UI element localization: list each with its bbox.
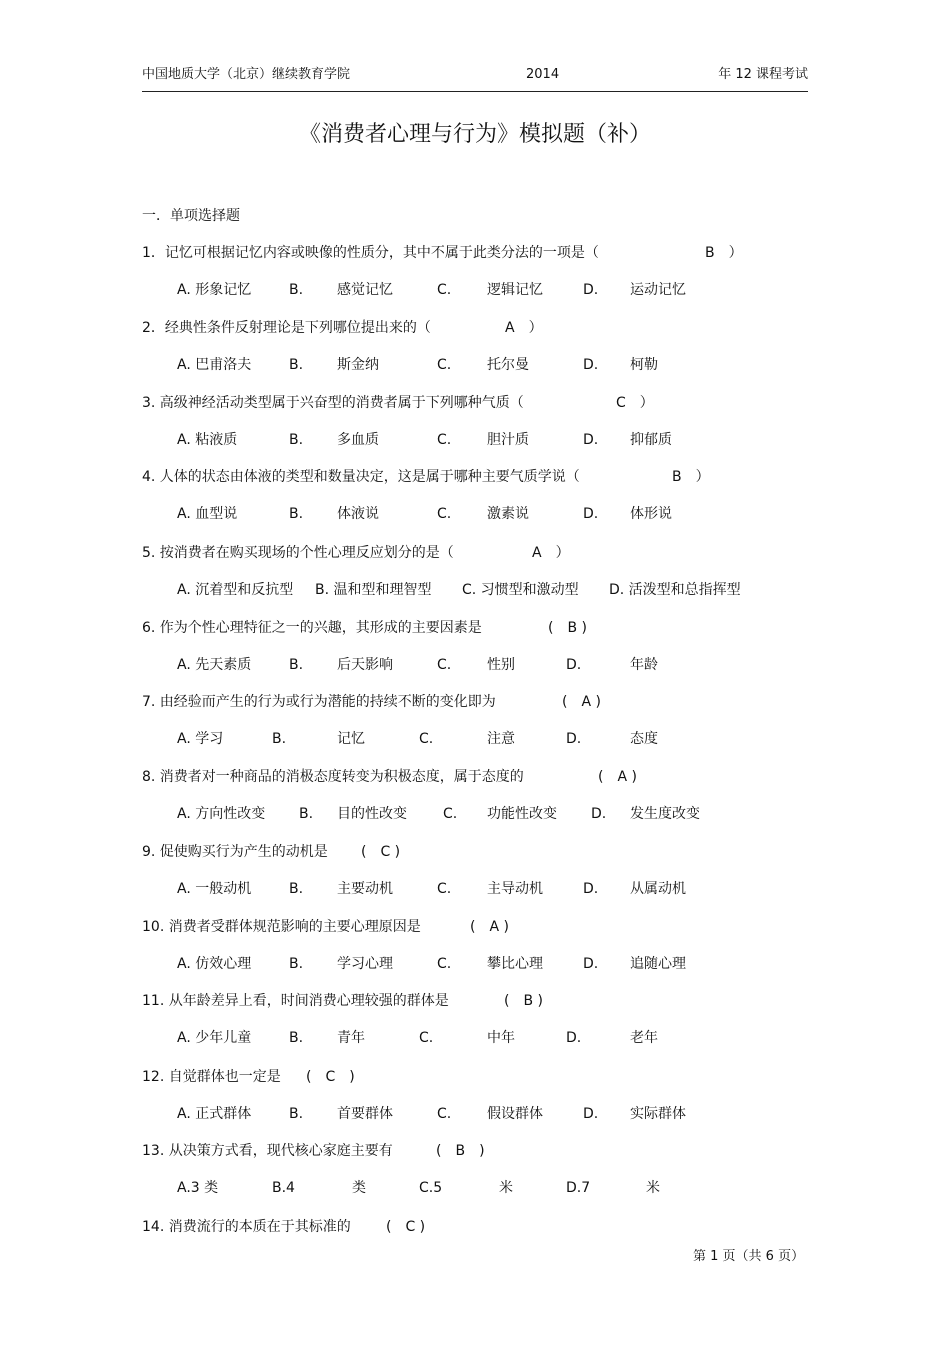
question-4 (142, 467, 710, 487)
question-options (0, 804, 950, 824)
option-item: D. (591, 806, 607, 822)
option-item: 老年 (630, 1030, 658, 1046)
question-text: 7. 由经验而产生的行为或行为潜能的持续不断的变化即为 (142, 694, 496, 710)
option-item: B. 温和型和理智型 (315, 582, 432, 598)
question-options (0, 1028, 950, 1048)
question-text: 2．经典性条件反射理论是下列哪位提出来的（ (142, 320, 431, 336)
option-item: A. 沉着型和反抗型 (177, 582, 294, 598)
option-item: 从属动机 (630, 881, 686, 897)
option-item: B.4 (272, 1180, 295, 1196)
option-item: D. 活泼型和总指挥型 (609, 582, 741, 598)
option-item: D. (583, 357, 599, 373)
header-rule (142, 91, 808, 92)
question-options (0, 1104, 950, 1124)
question-options (0, 729, 950, 749)
question-options (0, 504, 950, 524)
option-item: 年龄 (630, 657, 658, 673)
header-exam: 年 12 课程考试 (718, 67, 808, 82)
option-item: D. (566, 731, 582, 747)
option-item: 米 (646, 1180, 660, 1196)
question-options (0, 1178, 950, 1198)
question-1 (142, 243, 743, 263)
option-item: C. (437, 881, 452, 897)
option-item: 感觉记忆 (337, 282, 393, 298)
option-item: 目的性改变 (337, 806, 407, 822)
option-item: 追随心理 (630, 956, 686, 972)
question-11 (142, 991, 543, 1011)
option-item: 攀比心理 (487, 956, 543, 972)
option-item: A. 先天素质 (177, 657, 252, 673)
option-item: 托尔曼 (487, 357, 529, 373)
question-answer: A ） (532, 545, 570, 561)
option-item: 体形说 (630, 506, 672, 522)
option-item: D. (583, 282, 599, 298)
option-item: 胆汁质 (487, 432, 529, 448)
question-text: 8. 消费者对一种商品的消极态度转变为积极态度，属于态度的 (142, 769, 524, 785)
option-item: C. 习惯型和激动型 (462, 582, 579, 598)
option-item: B. (289, 1106, 304, 1122)
option-item: C. (437, 432, 452, 448)
question-14 (142, 1217, 426, 1237)
option-item: A. 血型说 (177, 506, 238, 522)
option-item: 类 (352, 1180, 366, 1196)
option-item: 激素说 (487, 506, 529, 522)
option-item: D. (566, 1030, 582, 1046)
option-item: D. (583, 1106, 599, 1122)
option-item: 主要动机 (337, 881, 393, 897)
option-item: 注意 (487, 731, 515, 747)
question-options (0, 280, 950, 300)
option-item: C. (437, 657, 452, 673)
option-item: A. 方向性改变 (177, 806, 266, 822)
option-item: A. 仿效心理 (177, 956, 252, 972)
option-item: 记忆 (337, 731, 365, 747)
option-item: C. (437, 506, 452, 522)
question-text: 10. 消费者受群体规范影响的主要心理原因是 (142, 919, 421, 935)
option-item: 学习心理 (337, 956, 393, 972)
option-item: 态度 (630, 731, 658, 747)
option-item: A. 形象记忆 (177, 282, 252, 298)
option-item: D.7 (566, 1180, 591, 1196)
option-item: B. (289, 282, 304, 298)
page-footer: 第 1 页（共 6 页） (693, 1249, 805, 1264)
option-item: D. (583, 432, 599, 448)
option-item: 斯金纳 (337, 357, 379, 373)
question-text: 14. 消费流行的本质在于其标准的 (142, 1219, 351, 1235)
option-item: A. 粘液质 (177, 432, 238, 448)
option-item: 实际群体 (630, 1106, 686, 1122)
option-item: A. 一般动机 (177, 881, 252, 897)
option-item: 发生度改变 (630, 806, 700, 822)
question-2 (142, 318, 543, 338)
option-item: A. 学习 (177, 731, 224, 747)
option-item: B. (299, 806, 314, 822)
option-item: 多血质 (337, 432, 379, 448)
option-item: D. (583, 506, 599, 522)
question-9 (142, 842, 401, 862)
option-item: A.3 类 (177, 1180, 219, 1196)
option-item: 青年 (337, 1030, 365, 1046)
question-text: 6. 作为个性心理特征之一的兴趣，其形成的主要因素是 (142, 620, 482, 636)
question-answer: ( C ) (361, 844, 401, 860)
header-year: 2014 (526, 67, 560, 82)
option-item: 后天影响 (337, 657, 393, 673)
question-options (0, 430, 950, 450)
option-item: A. 正式群体 (177, 1106, 252, 1122)
question-answer: B ） (705, 245, 743, 261)
option-item: B. (289, 357, 304, 373)
option-item: D. (566, 657, 582, 673)
question-5 (142, 543, 570, 563)
question-text: 11. 从年龄差异上看，时间消费心理较强的群体是 (142, 993, 449, 1009)
question-8 (142, 767, 637, 787)
question-text: 4. 人体的状态由体液的类型和数量决定，这是属于哪种主要气质学说（ (142, 469, 580, 485)
option-item: 米 (499, 1180, 513, 1196)
option-item: C. (419, 731, 434, 747)
option-item: B. (272, 731, 287, 747)
question-13 (142, 1141, 485, 1161)
option-item: D. (583, 881, 599, 897)
page-title: 《消费者心理与行为》模拟题（补） (298, 122, 651, 147)
question-options (0, 954, 950, 974)
option-item: 性别 (487, 657, 515, 673)
question-text: 5. 按消费者在购买现场的个性心理反应划分的是（ (142, 545, 454, 561)
question-12 (142, 1067, 355, 1087)
option-item: B. (289, 956, 304, 972)
option-item: B. (289, 432, 304, 448)
question-answer: ( B ) (548, 620, 587, 636)
option-item: B. (289, 506, 304, 522)
question-text: 1．记忆可根据记忆内容或映像的性质分，其中不属于此类分法的一项是（ (142, 245, 599, 261)
question-answer: ( C ) (386, 1219, 426, 1235)
question-answer: ( A ) (598, 769, 637, 785)
question-answer: A ） (505, 320, 543, 336)
option-item: B. (289, 1030, 304, 1046)
question-text: 13. 从决策方式看，现代核心家庭主要有 (142, 1143, 393, 1159)
question-options (0, 879, 950, 899)
option-item: C. (437, 282, 452, 298)
option-item: B. (289, 881, 304, 897)
question-options (0, 580, 950, 600)
option-item: C.5 (419, 1180, 443, 1196)
question-answer: ( B ) (504, 993, 543, 1009)
option-item: C. (419, 1030, 434, 1046)
option-item: 运动记忆 (630, 282, 686, 298)
header-school: 中国地质大学（北京）继续教育学院 (142, 67, 351, 82)
option-item: 首要群体 (337, 1106, 393, 1122)
option-item: B. (289, 657, 304, 673)
question-text: 12. 自觉群体也一定是 (142, 1069, 281, 1085)
option-item: 主导动机 (487, 881, 543, 897)
option-item: C. (437, 357, 452, 373)
option-item: 功能性改变 (487, 806, 557, 822)
option-item: C. (443, 806, 458, 822)
question-text: 3. 高级神经活动类型属于兴奋型的消费者属于下列哪种气质（ (142, 395, 524, 411)
question-answer: ( A ) (562, 694, 601, 710)
question-10 (142, 917, 509, 937)
question-6 (142, 618, 587, 638)
question-answer: B ） (672, 469, 710, 485)
question-answer: ( A ) (470, 919, 509, 935)
option-item: 逻辑记忆 (487, 282, 543, 298)
option-item: D. (583, 956, 599, 972)
option-item: A. 巴甫洛夫 (177, 357, 252, 373)
option-item: 中年 (487, 1030, 515, 1046)
question-text: 9. 促使购买行为产生的动机是 (142, 844, 328, 860)
option-item: 柯勒 (630, 357, 658, 373)
option-item: 体液说 (337, 506, 379, 522)
question-answer: C ） (616, 395, 654, 411)
question-options (0, 655, 950, 675)
option-item: 抑郁质 (630, 432, 672, 448)
option-item: C. (437, 956, 452, 972)
option-item: A. 少年儿童 (177, 1030, 252, 1046)
option-item: 假设群体 (487, 1106, 543, 1122)
question-answer: ( B ) (436, 1143, 485, 1159)
question-3 (142, 393, 654, 413)
option-item: C. (437, 1106, 452, 1122)
question-answer: ( C ) (306, 1069, 355, 1085)
section-heading: 一．单项选择题 (142, 208, 240, 224)
question-7 (142, 692, 601, 712)
question-options (0, 355, 950, 375)
